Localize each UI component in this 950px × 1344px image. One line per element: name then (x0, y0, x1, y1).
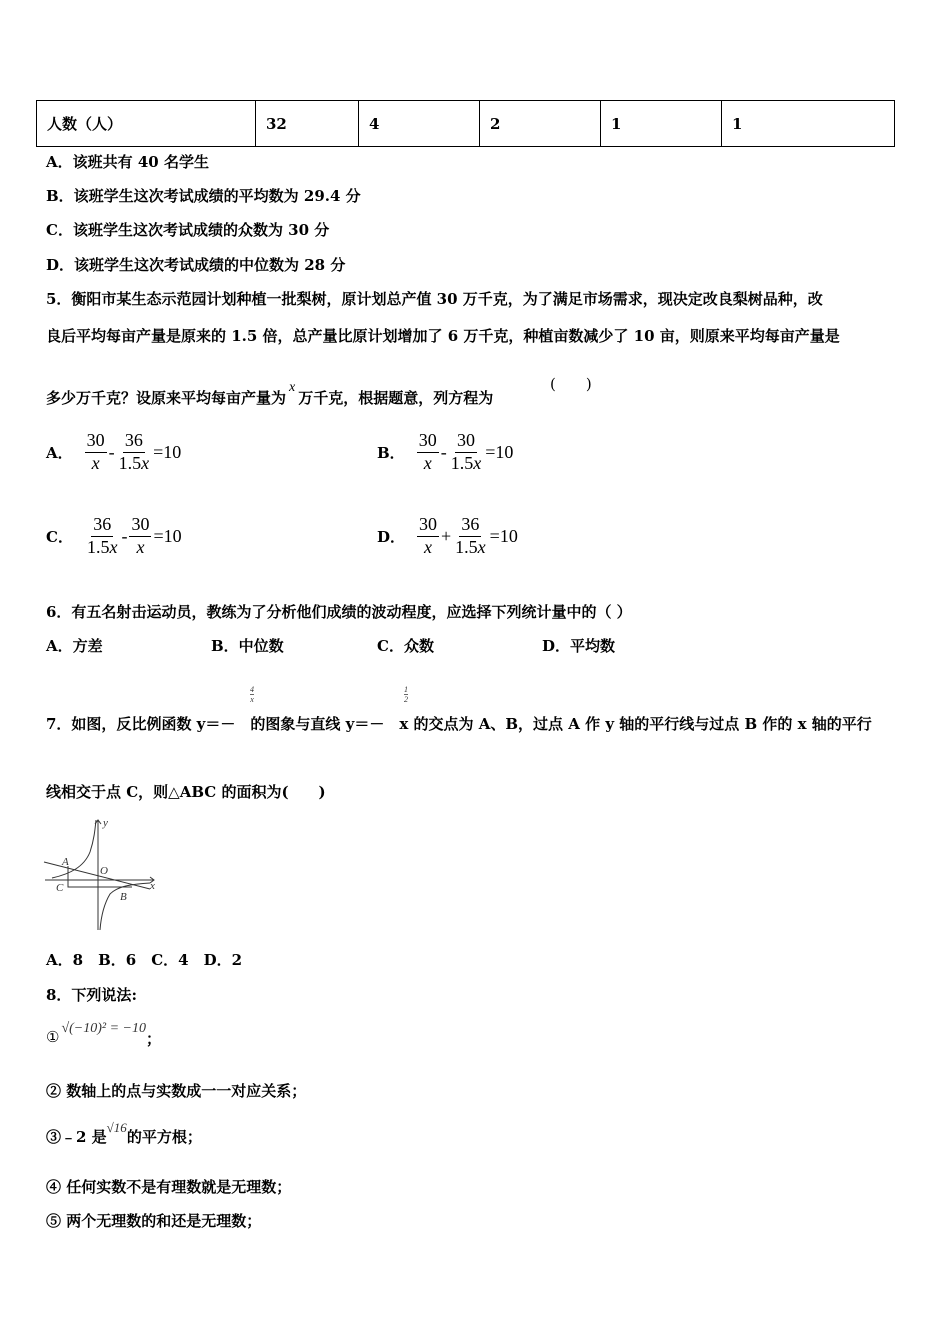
sqrt-16: √16 (106, 1120, 127, 1135)
q5-answer-paren: ( ) (550, 375, 592, 393)
q5-option-c: C． $\frac{36}{1.5x}$ - $\frac{30}{x}$ =10 (46, 514, 182, 557)
q8-stem: 8．下列说法: (46, 986, 137, 1004)
origin-label: O (100, 865, 108, 877)
q4-option-d: D．该班学生这次考试成绩的中位数为 28 分 (46, 256, 346, 274)
hyperbola-branch-left (52, 820, 96, 878)
q7-graph (40, 812, 165, 934)
table-cell: 1 (722, 101, 895, 147)
q6-stem: 6．有五名射击运动员，教练为了分析他们成绩的波动程度，应选择下列统计量中的（ ） (46, 603, 632, 621)
q5-stem-line3: 多少万千克？设原来平均每亩产量为x万千克，根据题意，列方程为 (46, 380, 494, 407)
q4-option-b: B．该班学生这次考试成绩的平均数为 29.4 分 (46, 187, 361, 205)
sqrt-expression: √(−10)² = −10 (61, 1021, 146, 1036)
variable-x: x (289, 380, 296, 395)
score-table (36, 100, 895, 147)
q7-options: A．8 B．6 C．4 D．2 (46, 951, 243, 969)
table-cell: 1 (601, 101, 722, 147)
q7-stem-line2: 线相交于点 C，则△ABC 的面积为( ) (46, 783, 326, 801)
point-c-label: C (56, 882, 64, 894)
q7-stem-line1: 7．如图，反比例函数 y＝－ 的图象与直线 y＝－ x 的交点为 A、B，过点 A 作 y 轴的平行线与过点 B 作的 x 轴的平行 (46, 715, 872, 733)
y-label: y (103, 817, 108, 829)
q6-option-b: B．中位数 (211, 637, 284, 655)
table-cell: 32 (256, 101, 359, 147)
x-label: x (150, 880, 155, 892)
q8-statement-3: ③﹣2 是√16的平方根； (46, 1120, 202, 1146)
table-row-label: 人数（人） (37, 101, 256, 147)
q5-stem-line2: 良后平均每亩产量是原来的 1.5 倍，总产量比原计划增加了 6 万千克，种植亩数减少了 10 亩，则原来平均每亩产量是 (46, 327, 840, 345)
q4-option-c: C．该班学生这次考试成绩的众数为 30 分 (46, 221, 330, 239)
q6-option-d: D．平均数 (542, 637, 616, 655)
point-a-label: A (62, 856, 69, 868)
q6-option-a: A．方差 (46, 637, 103, 655)
q5-option-a: A． $\frac{30}{x}$ - $\frac{36}{1.5x}$ =10 (46, 430, 182, 473)
q8-statement-4: ④ 任何实数不是有理数就是无理数； (46, 1178, 292, 1196)
point-b-label: B (120, 891, 127, 903)
table-row (37, 101, 895, 147)
q8-statement-5: ⑤ 两个无理数的和还是无理数； (46, 1212, 262, 1230)
q5-option-b: B． $\frac{30}{x}$ - $\frac{30}{1.5x}$ =10 (377, 430, 514, 473)
q6-option-c: C．众数 (377, 637, 434, 655)
table-cell: 4 (359, 101, 480, 147)
q8-statement-1: ① √(−10)² = −10； (46, 1021, 162, 1048)
q5-option-d: D． $\frac{30}{x}$ + $\frac{36}{1.5x}$ =10 (377, 514, 518, 557)
q5-stem-line1: 5．衡阳市某生态示范园计划种植一批梨树，原计划总产值 30 万千克，为了满足市场需求，现决定改良梨树品种，改 (46, 290, 823, 308)
table-cell: 2 (480, 101, 601, 147)
q8-statement-2: ② 数轴上的点与实数成一一对应关系； (46, 1082, 307, 1100)
q4-option-a: A．该班共有 40 名学生 (46, 153, 209, 171)
q7-fraction-4-over-x: $\frac{4}{x}$ (250, 685, 254, 704)
q7-fraction-1-over-2: $\frac{1}{2}$ (404, 685, 408, 704)
